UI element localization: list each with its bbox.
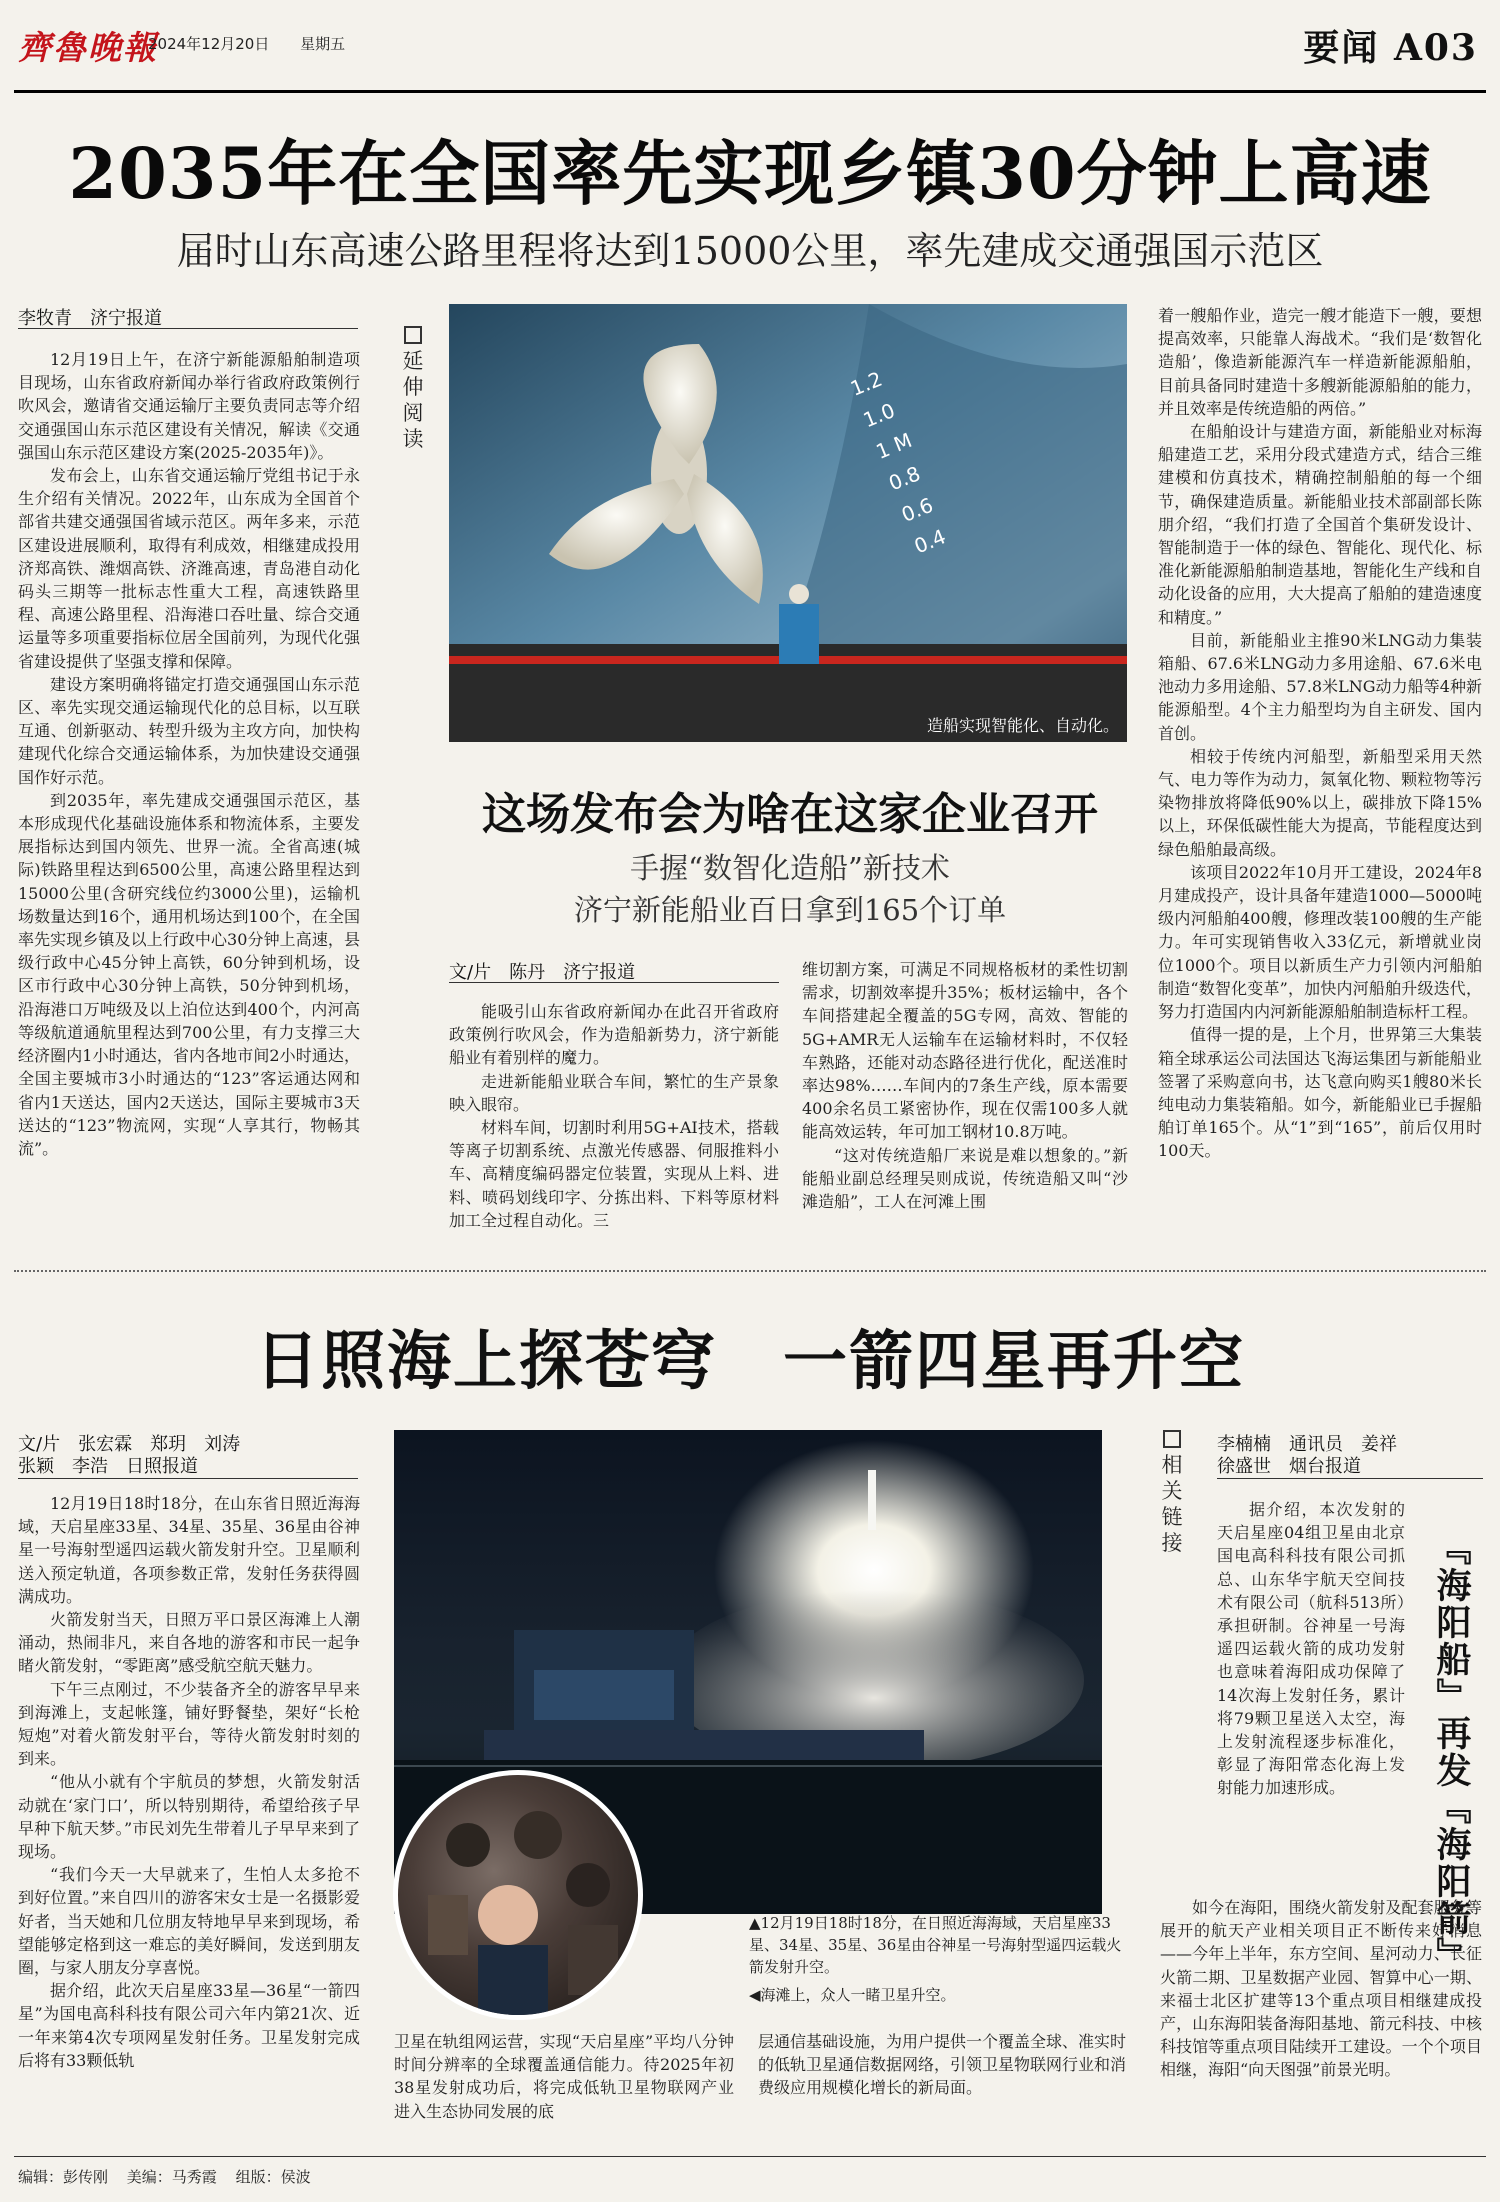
issue-date (148, 33, 371, 54)
paragraph: 据介绍，此次天启星座33星—36星“一箭四星”为国电高科科技有限公司六年内第21次、近一年来第4次专项网星发射任务。卫星发射完成后将有33颗低轨 (18, 1981, 360, 2070)
date-text: 2024年12月20日 (148, 35, 270, 53)
section-label: 要闻 A03 (1303, 27, 1478, 69)
weekday-text: 星期五 (300, 35, 346, 53)
paragraph: 维切割方案，可满足不同规格板材的柔性切割需求，切割效率提升35%；板材运输中，各个车间搭建起全覆盖的5G专网，高效、智能的5G+AMR无人运输车在运输材料时，不仅轻车熟路，还能对动态路径进行优化，配送准时率达98%……车间内的7条生产线，原本需要400余名员工紧密协作，现在仅需100多人就能高效运转，年可加工钢材10.8万吨。 (802, 960, 1128, 1142)
story2-col1 (449, 1000, 779, 1232)
main-subheadline: 届时山东高速公路里程将达到15000公里，率先建成交通强国示范区 (176, 229, 1324, 273)
story4-byline-2: 徐盛世 烟台报道 (1217, 1456, 1361, 1477)
paragraph: 走进新能船业联合车间，繁忙的生产景象映入眼帘。 (449, 1071, 779, 1114)
story2-subhead-2: 济宁新能船业百日拿到165个订单 (573, 893, 1007, 927)
sidebar-label-char: 相 (1161, 1453, 1183, 1477)
sidebar-label-char: 延 (402, 349, 424, 373)
photo1-caption: 造船实现智能化、自动化。 (926, 716, 1119, 735)
crowd-caption: ◀海滩上，众人一睹卫星升空。 (749, 1986, 956, 2004)
story1-byline: 李牧青 济宁报道 (18, 308, 162, 329)
paragraph: 据介绍，本次发射的天启星座04组卫星由北京国电高科科技有限公司抓总、山东华宇航天空间技术有限公司（航科513所）承担研制。谷神星一号海遥四运载火箭的成功发射也意味着海阳成功保障了14次海上发射任务，累计将79颗卫星送入太空，海上发射流程逐步标准化，彰显了海阳常态化海上发射能力加速形成。 (1217, 1500, 1405, 1798)
paragraph: 层通信基础设施，为用户提供一个覆盖全球、准实时的低轨卫星通信数据网络，引领卫星物联网行业和消费级应用规模化增长的新局面。 (758, 2032, 1127, 2098)
photo2-caption: ▲12月19日18时18分，在日照近海海域，天启星座33星、34星、35星、36星由谷神星一号海射型遥四运载火箭发射升空。 (749, 1914, 1122, 1976)
sidebar-label-extended-reading (401, 326, 425, 452)
sidebar-label-char: 伸 (402, 375, 424, 399)
paragraph: 该项目2022年10月开工建设，2024年8月建成投产，设计具备年建造1000—5000吨级内河船舶400艘，修理改装100艘的生产能力。年可实现销售收入33亿元，新增就业岗位1000个。项目以新质生产力引领内河船舶制造“数智化变革”，加快内河船舶升级迭代，努力打造国内内河新能源船舶制造标杆工程。 (1158, 862, 1482, 1022)
story4-narrow-column (1217, 1498, 1405, 1800)
story3-headline: 日照海上探苍穹 一箭四星再升空 (255, 1324, 1245, 1399)
byline-rule (18, 1478, 358, 1479)
paragraph: 到2035年，率先建成交通强国示范区，基本形成现代化基础设施体系和物流体系，主要发展指标达到国内领先、世界一流。全省高速(城际)铁路里程达到6500公里，高速公路里程达到15000公里(含研究线位约3000公里)，运输机场数量达到16个，通用机场达到100个，在全国率先实现乡镇及以上行政中心30分钟上高速，县级行政中心45分钟上高铁，60分钟到机场，设区市行政中心30分钟上高铁，50分钟到机场，沿海港口万吨级及以上泊位达到400个，内河高等级航道通航里程达到700公里，有力支撑三大经济圈内1小时通达，省内各地市间2小时通达，全国主要城市3小时通达的“123”客运通达网和省内1天送达，国内2天送达，国际主要城市3天送达的“123”物流网，实现“人享其行，物畅其流”。 (18, 790, 360, 1158)
sidebar-label-text (401, 348, 425, 452)
sidebar-label-char: 接 (1161, 1531, 1183, 1555)
sidebar-label-char: 关 (1161, 1479, 1183, 1503)
hull-draft-marks (847, 344, 999, 559)
paragraph: 相较于传统内河船型，新船型采用天然气、电力等作为动力，氮氧化物、颗粒物等污染物排放将降低90%以上，碳排放下降15%以上，环保低碳性能大为提高，节能程度达到绿色船舶最高级。 (1158, 746, 1482, 859)
story2-col2 (802, 958, 1128, 1213)
proof-credit: 组版：侯波 (235, 2168, 311, 2186)
sidebar-label-char: 读 (402, 427, 424, 451)
newspaper-logo: 齊魯晚報 (18, 28, 158, 67)
story4-vertical-title: 『海阳船』再发『海阳箭』 (1431, 1530, 1472, 1974)
sidebar-label-char: 阅 (402, 401, 424, 425)
paragraph: 下午三点刚过，不少装备齐全的游客早早来到海滩上，支起帐篷，铺好野餐垫，架好“长枪短炮”对着火箭发射平台，等待火箭发射时刻的到来。 (18, 1679, 360, 1769)
shipbuilding-photo (449, 304, 1127, 742)
sidebar-label-text (1160, 1452, 1184, 1556)
propeller-illustration (449, 304, 1127, 742)
label-box-icon (1163, 1430, 1181, 1448)
paragraph: 目前，新能船业主推90米LNG动力集装箱船、67.6米LNG动力多用途船、67.6米电池动力多用途船、57.8米LNG动力船等4种新能源船型。4个主力船型均为自主研发、国内首创。 (1158, 630, 1482, 743)
paragraph: 12月19日18时18分，在山东省日照近海海域，天启星座33星、34星、35星、36星由谷神星一号海射型遥四运载火箭发射升空。卫星顺利送入预定轨道，各项参数正常，发射任务获得圆满成功。 (18, 1494, 360, 1606)
sidebar-label-char: 链 (1161, 1505, 1183, 1529)
paragraph: 12月19日上午，在济宁新能源船舶制造项目现场，山东省政府新闻办举行省政府政策例行吹风会，邀请省交通运输厅主要负责同志等介绍交通强国山东示范区建设有关情况，解读《交通强国山东示范区建设方案(2025-2035年)》。 (18, 350, 360, 462)
designer-credit: 美编：马秀霞 (126, 2168, 217, 2186)
story2-byline: 文/片 陈丹 济宁报道 (449, 962, 636, 983)
byline-rule (1217, 1478, 1483, 1479)
draft-mark: 1.2 (847, 366, 886, 401)
draft-mark: 0.4 (910, 524, 950, 559)
sidebar-label-related-links (1160, 1430, 1184, 1556)
byline-rule (449, 982, 779, 983)
label-box-icon (404, 326, 422, 344)
story3-col1 (18, 1492, 360, 2072)
byline-rule (18, 328, 358, 329)
masthead-rule (14, 90, 1486, 93)
story3-bottom-right (758, 2030, 1126, 2100)
story2-col3 (1158, 304, 1482, 1163)
story2-headline: 这场发布会为啥在这家企业召开 (482, 789, 1098, 840)
editor-credit: 编辑：彭传刚 (18, 2168, 109, 2186)
crowd-illustration (398, 1775, 638, 2015)
paragraph: 火箭发射当天，日照万平口景区海滩上人潮涌动，热闹非凡，来自各地的游客和市民一起争睹火箭发射，“零距离”感受航空航天魅力。 (18, 1610, 360, 1676)
footer-rule (14, 2156, 1486, 2157)
footer-credits (18, 2166, 325, 2187)
paragraph: 如今在海阳，围绕火箭发射及配套服务等展开的航天产业相关项目正不断传来好消息——今年上半年，东方空间、星河动力、长征火箭二期、卫星数据产业园、智算中心一期、来福士北区扩建等13个重点项目相继建成投产，山东海阳装备海阳基地、箭元科技、中核科技馆等重点项目陆续开工建设。一个个项目相继，海阳“向天图强”前景光明。 (1160, 1898, 1482, 2080)
story1-body (18, 348, 360, 1160)
crowd-inset-photo (393, 1770, 643, 2020)
paragraph: 卫星在轨组网运营，实现“天启星座”平均八分钟时间分辨率的全球覆盖通信能力。待2025年初38星发射成功后，将完成低轨卫星物联网产业进入生态协同发展的底 (394, 2032, 734, 2121)
paragraph: 值得一提的是，上个月，世界第三大集装箱全球承运公司法国达飞海运集团与新能船业签署了采购意向书，达飞意向购买1艘80米长纯电动力集装箱船。如今，新能船业已手握船舶订单165个。从“1”到“165”，前后仅用时100天。 (1158, 1025, 1482, 1161)
paragraph: “我们今天一大早就来了，生怕人太多抢不到好位置。”来自四川的游客宋女士是一名摄影爱好者，当天她和几位朋友特地早早来到现场，希望能够定格到这一难忘的美好瞬间，发送到朋友圈，与家人朋友分享喜悦。 (18, 1865, 360, 1978)
paragraph: “他从小就有个宇航员的梦想，火箭发射活动就在‘家门口’，所以特别期待，希望给孩子早早种下航天梦。”市民刘先生带着儿子早早来到了现场。 (18, 1772, 360, 1862)
story4-byline-1: 李楠楠 通讯员 姜祥 (1217, 1434, 1397, 1455)
story3-bottom-mid (394, 2030, 734, 2123)
draft-mark: 1 M (872, 427, 916, 464)
main-headline: 2035年在全国率先实现乡镇30分钟上高速 (68, 132, 1432, 215)
draft-mark: 0.8 (885, 461, 924, 496)
story3-byline-1: 文/片 张宏霖 郑玥 刘涛 (18, 1434, 241, 1455)
draft-mark: 0.6 (897, 492, 937, 527)
paragraph: 能吸引山东省政府新闻办在此召开省政府政策例行吹风会，作为造船新势力，济宁新能船业有着别样的魔力。 (449, 1002, 779, 1068)
story3-byline-2: 张颖 李浩 日照报道 (18, 1456, 198, 1477)
story2-subhead-1: 手握“数智化造船”新技术 (630, 851, 950, 885)
paragraph: 着一艘船作业，造完一艘才能造下一艘，要想提高效率，只能靠人海战术。“我们是‘数智化造船’，像造新能源汽车一样造新能源船舶，目前具备同时建造十多艘新能源船舶的能力，并且效率是传统造船的两倍。” (1158, 306, 1482, 418)
paragraph: 发布会上，山东省交通运输厅党组书记于永生介绍有关情况。2022年，山东成为全国首个部省共建交通强国省域示范区。两年多来，示范区建设进展顺利，取得有利成效，相继建成投用济郑高铁、潍烟高铁、济潍高速，青岛港自动化码头三期等一批标志性重大工程，高速铁路里程、高速公路里程、沿海港口吞吐量、综合交通运量等多项重要指标位居全国前列，为现代化强省建设提供了坚强支撑和保障。 (18, 466, 360, 671)
paragraph: “这对传统造船厂来说是难以想象的。”新能船业副总经理吴则成说，传统造船又叫“沙滩造船”，工人在河滩上围 (802, 1145, 1128, 1212)
section-divider (14, 1270, 1486, 1272)
story4-wide-column (1160, 1896, 1482, 2082)
draft-mark: 1.0 (859, 398, 899, 433)
paragraph: 建设方案明确将锚定打造交通强国山东示范区、率先实现交通运输现代化的总目标，以互联互通、创新驱动、转型升级为主攻方向，加快构建现代化综合交通运输体系，为加快建设交通强国作好示范。 (18, 674, 360, 787)
paragraph: 材料车间，切割时利用5G+AI技术，搭载等离子切割系统、点激光传感器、伺服推料小车、高精度编码器定位装置，实现从上料、进料、喷码划线印字、分拣出料、下料等原材料加工全过程自动化。三 (449, 1118, 779, 1230)
paragraph: 在船舶设计与建造方面，新能船业对标海船建造工艺，采用分段式建造方式，结合三维建模和仿真技术，精确控制船舶的每一个细节，确保建造质量。新能船业技术部副部长陈朋介绍，“我们打造了全国首个集研发设计、智能制造于一体的绿色、智能化、现代化、标准化新能源船舶制造基地，智能化生产线和自动化设备的应用，大大提高了船舶的建造速度和精度。” (1158, 422, 1482, 627)
